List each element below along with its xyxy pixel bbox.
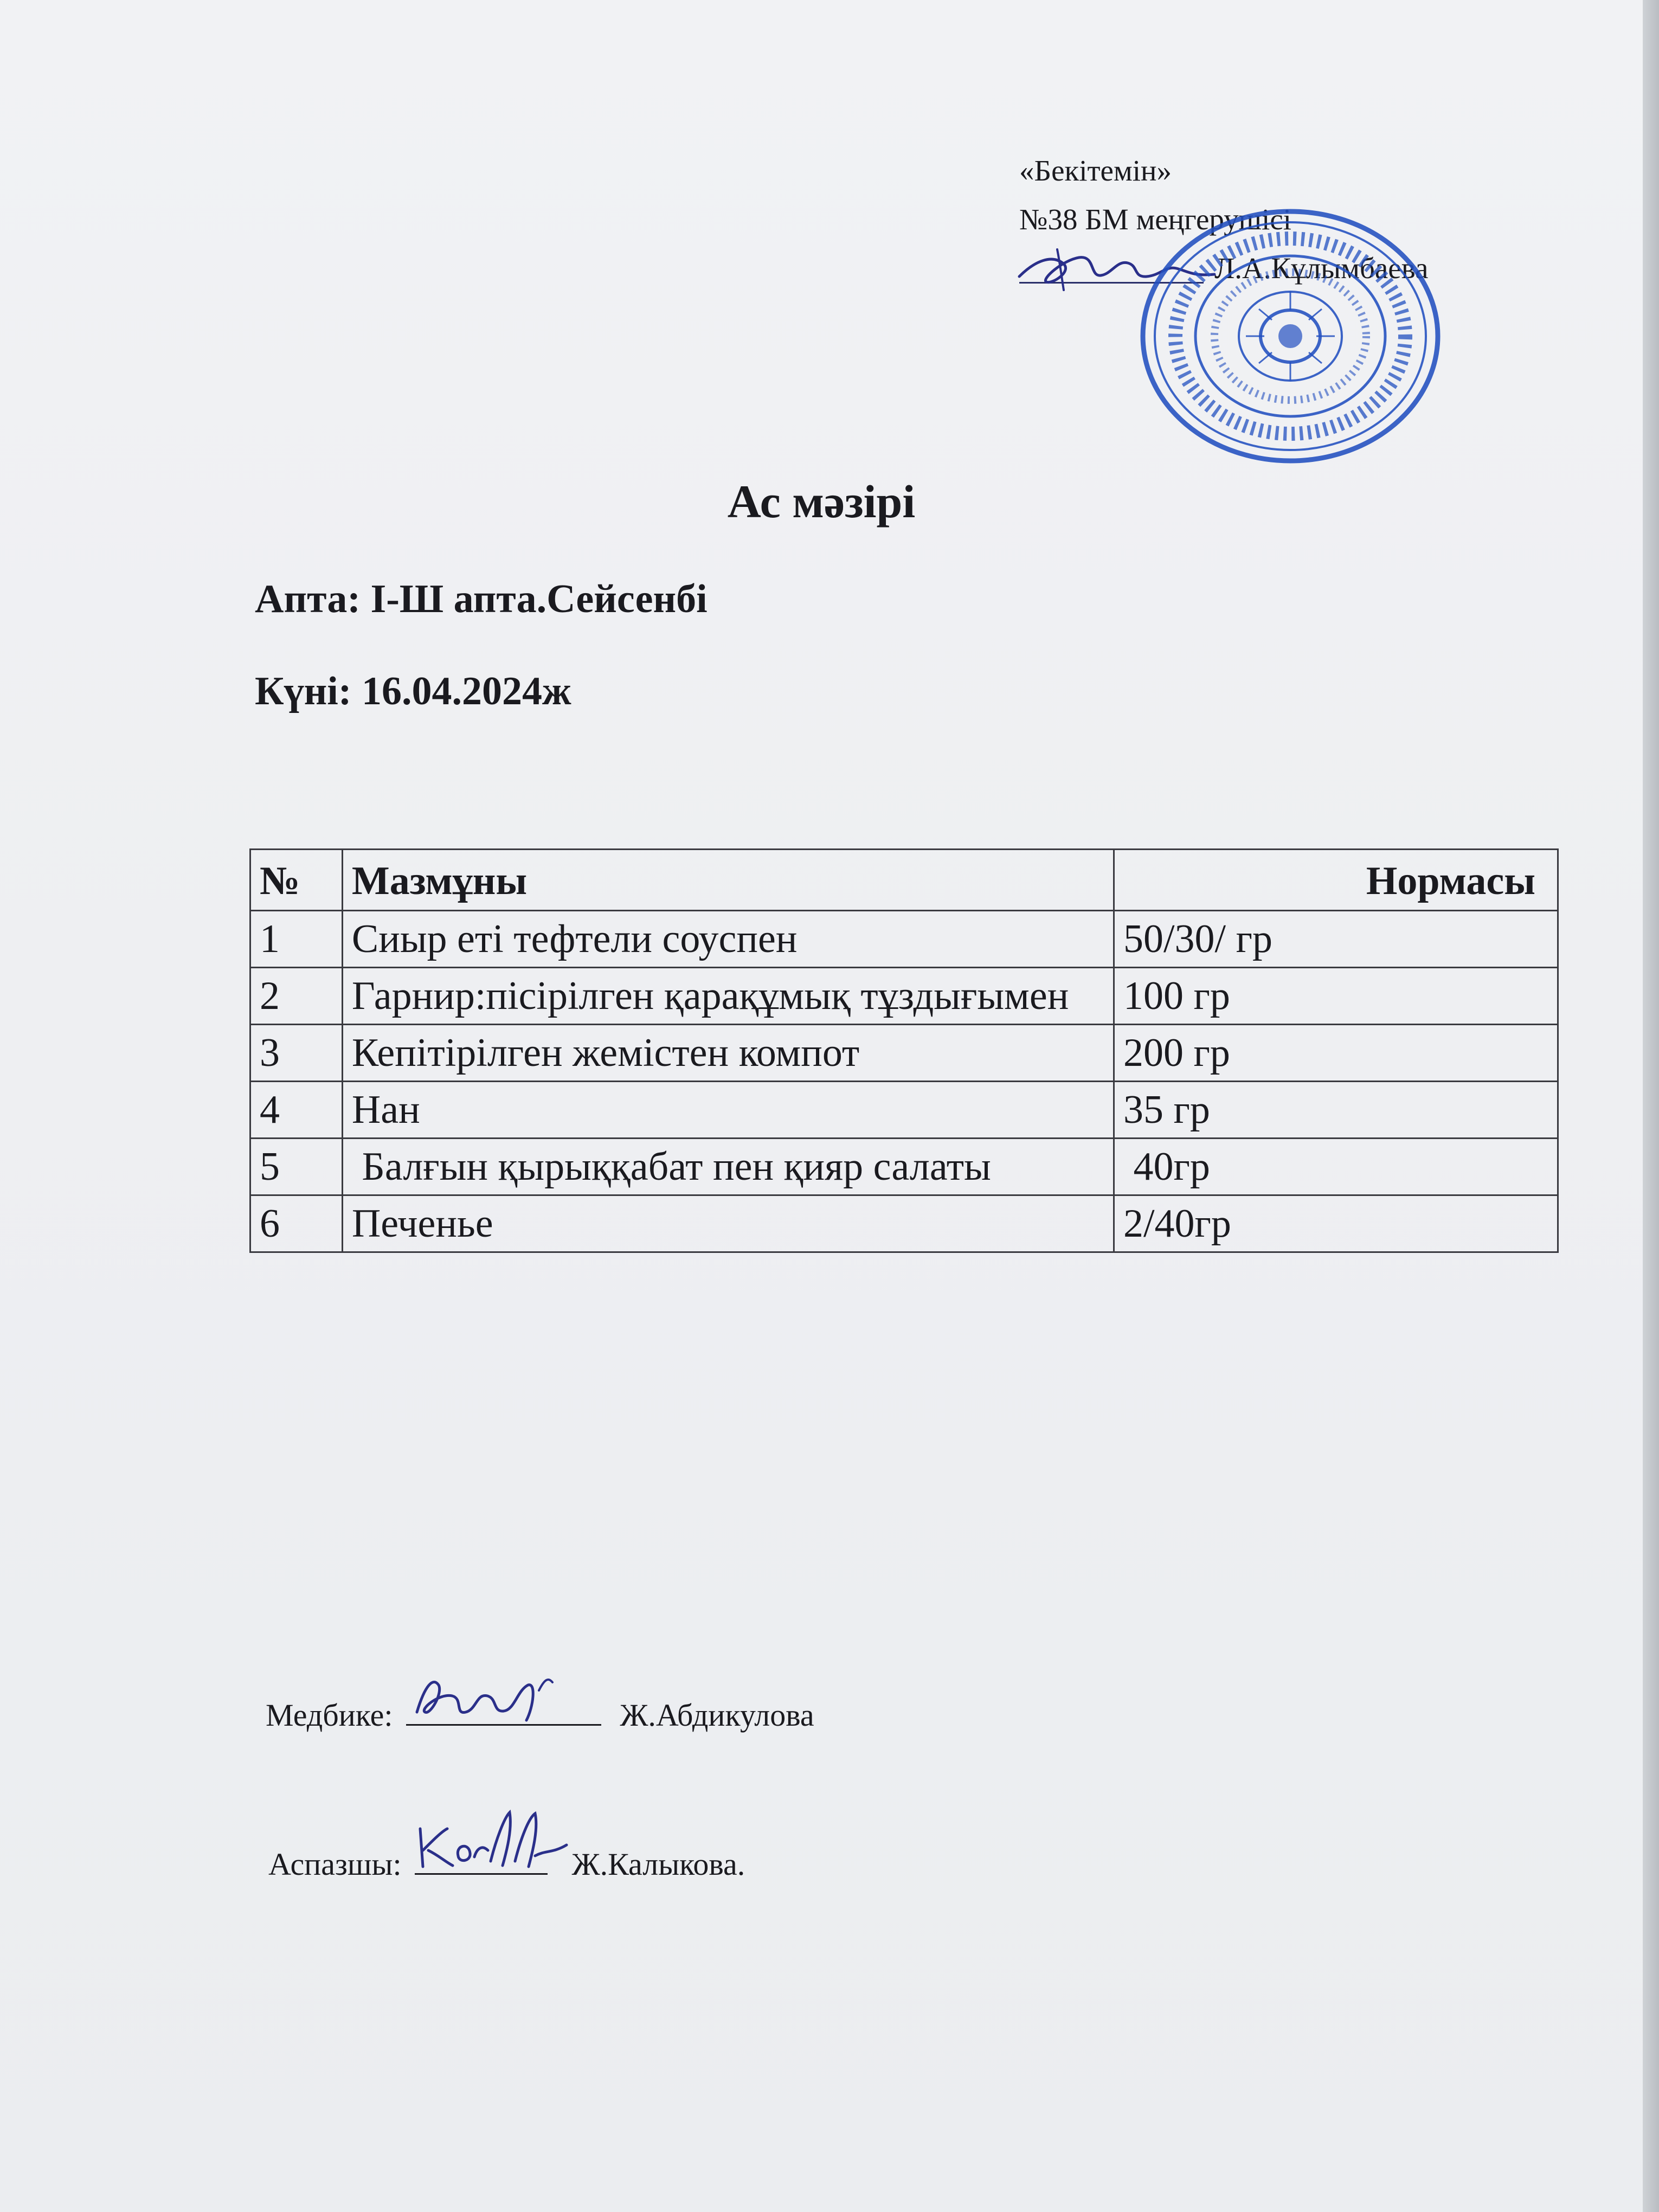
row-number: 3 [250,1025,343,1082]
cook-name: Ж.Калыкова. [571,1847,745,1882]
header-content: Мазмұны [342,850,1114,911]
nurse-signature-line [406,1692,601,1726]
row-norm: 200 гр [1114,1025,1558,1082]
date-label: Күні: 16.04.2024ж [255,669,571,713]
row-content: Сиыр еті тефтели соуспен [342,911,1114,968]
row-norm: 40гр [1114,1139,1558,1195]
table-row [250,968,1558,1025]
approval-position: №38 БМ меңгерушісі [1019,203,1291,236]
table-row [250,1139,1558,1195]
page-title: Ас мәзірі [727,475,916,528]
row-content: Кепітірілген жемістен компот [342,1025,1114,1082]
header-norm: Нормасы [1114,850,1558,911]
row-number: 6 [250,1195,343,1252]
nurse-role: Медбике: [266,1697,393,1733]
row-number: 4 [250,1082,343,1139]
nurse-name: Ж.Абдикулова [620,1697,814,1733]
cook-signature-icon [409,1807,572,1877]
nurse-signature-row [266,1692,814,1737]
cook-signature-line [415,1841,548,1875]
row-content: Гарнир:пісірілген қарақұмық тұздығымен [342,968,1114,1025]
cook-signature-row [268,1841,745,1886]
row-number: 5 [250,1139,343,1195]
nurse-signature-icon [401,1669,574,1728]
table-header-row [250,850,1558,911]
row-norm: 35 гр [1114,1082,1558,1139]
header-number: № [250,850,343,911]
cook-role: Аспазшы: [268,1847,402,1882]
row-number: 1 [250,911,343,968]
approval-heading: «Бекітемін» [1019,154,1172,187]
table-row [250,911,1558,968]
approval-name: Л.А.Кұлымбаева [1214,252,1429,285]
table-row [250,1195,1558,1252]
row-content: Печенье [342,1195,1114,1252]
row-content: Нан [342,1082,1114,1139]
page-edge-shadow [1643,0,1659,2212]
official-seal-icon [1139,206,1442,466]
week-label: Апта: І-Ш апта.Сейсенбі [255,577,708,621]
table-row [250,1025,1558,1082]
row-norm: 100 гр [1114,968,1558,1025]
row-number: 2 [250,968,343,1025]
row-content: Балғын қырыққабат пен қияр салаты [342,1139,1114,1195]
row-norm: 2/40гр [1114,1195,1558,1252]
menu-table [249,848,1559,1253]
table-row [250,1082,1558,1139]
row-norm: 50/30/ гр [1114,911,1558,968]
